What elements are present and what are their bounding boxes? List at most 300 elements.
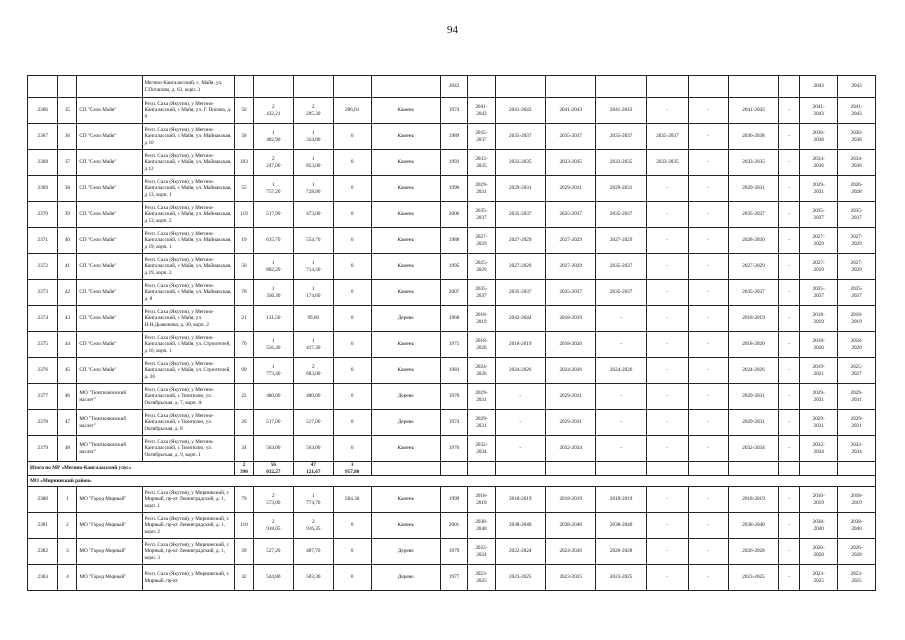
value-cell-c16: 2035-2037 — [728, 202, 778, 228]
table-row — [28, 228, 876, 254]
value-cell-c15: - — [688, 124, 728, 150]
value-cell-c11: 2035-2037 — [495, 280, 545, 306]
address-cell: Респ. Саха (Якутия), у Мегино-Кангаласский, с Майя, ул. Майнакская, д 13, корп. 1 — [142, 176, 234, 202]
value-cell-c13: 2035-2037 — [596, 280, 646, 306]
value-cell-c4: 55 — [234, 176, 253, 202]
value-cell-c12: 2035-2037 — [545, 124, 595, 150]
value-cell-c6: 480,00 — [293, 384, 333, 410]
table-row — [28, 98, 876, 124]
municipality-cell: МО "Город Мирный" — [77, 565, 142, 591]
value-cell-c19: 2018- 2019 — [838, 306, 876, 332]
value-cell-c11: 2018-2019 — [495, 487, 545, 513]
row-number-cell: 2373 — [28, 280, 58, 306]
value-cell-c11: 2018-2019 — [495, 332, 545, 358]
value-cell-c8: Дерево — [371, 410, 440, 436]
value-cell-c10: 2032- 2034 — [468, 436, 495, 462]
value-cell-c14: - — [646, 513, 688, 539]
municipality-cell: СП "Село Майя" — [77, 358, 142, 384]
row-index-cell: 3 — [58, 539, 77, 565]
municipality-cell: МО "Тюнгюлюнский наслег" — [77, 436, 142, 462]
row-index-cell: 45 — [58, 358, 77, 384]
value-cell-c12: 2032-2034 — [545, 436, 595, 462]
table-row — [28, 150, 876, 176]
table-cell — [468, 76, 495, 98]
value-cell-c9: 1977 — [440, 565, 467, 591]
value-cell-c15: - — [688, 228, 728, 254]
municipality-cell: СП "Село Майя" — [77, 254, 142, 280]
municipality-cell: СП "Село Майя" — [77, 150, 142, 176]
value-cell-c19: 2041- 2043 — [838, 98, 876, 124]
value-cell-c5: 1 482,90 — [253, 124, 293, 150]
value-cell-c12: 2029-2031 — [545, 384, 595, 410]
value-cell-c15: - — [688, 332, 728, 358]
value-cell-c10: 2035- 2037 — [468, 202, 495, 228]
table-row — [28, 202, 876, 228]
value-cell-c6: 1 174,60 — [293, 280, 333, 306]
value-cell-c12: 2018-2019 — [545, 306, 595, 332]
value-cell-c6: 99,60 — [293, 306, 333, 332]
value-cell-c11: 2022-2024 — [495, 539, 545, 565]
table-cell — [545, 76, 595, 98]
table-cell — [545, 462, 595, 476]
value-cell-c16: 2028-2030 — [728, 228, 778, 254]
row-index-cell: 2 — [58, 513, 77, 539]
value-cell-c15: - — [688, 384, 728, 410]
row-index-cell: 42 — [58, 280, 77, 306]
value-cell-c16: 2035-2037 — [728, 280, 778, 306]
row-index-cell: 37 — [58, 150, 77, 176]
value-cell-c13: 2027-2029 — [596, 228, 646, 254]
value-cell-c16: 2029-2031 — [728, 176, 778, 202]
value-cell-c4: 34 — [234, 436, 253, 462]
value-cell-c5: 2 432,21 — [253, 98, 293, 124]
row-number-cell: 2370 — [28, 202, 58, 228]
value-cell-c7: 0 — [333, 150, 371, 176]
value-cell-c15: - — [688, 202, 728, 228]
value-cell-c18: 2041- 2043 — [800, 98, 838, 124]
value-cell-c16: 2023-2025 — [728, 565, 778, 591]
table-row — [28, 513, 876, 539]
table-cell — [838, 462, 876, 476]
table-cell — [646, 76, 688, 98]
value-cell-c11: 2033-2035 — [495, 150, 545, 176]
value-cell-c4: 119 — [234, 202, 253, 228]
value-cell-c17: - — [779, 280, 800, 306]
municipality-cell: МО "Город Мирный" — [77, 513, 142, 539]
value-cell-c18: 2029- 2031 — [800, 384, 838, 410]
value-cell-c8: Дерево — [371, 384, 440, 410]
value-cell-c14: 2035-2037 — [646, 124, 688, 150]
value-cell-c9: 1999 — [440, 487, 467, 513]
value-cell-c4: 58 — [234, 124, 253, 150]
value-cell-c14: - — [646, 332, 688, 358]
value-cell-c11: 2029-2031 — [495, 176, 545, 202]
value-cell-c15: - — [688, 487, 728, 513]
table-cell — [779, 462, 800, 476]
value-cell-c19: 2029- 2031 — [838, 384, 876, 410]
value-cell-c12: 2038-2040 — [545, 513, 595, 539]
value-cell-c15: - — [688, 98, 728, 124]
table-cell — [728, 76, 778, 98]
row-number-cell: 2368 — [28, 150, 58, 176]
row-number-cell: 2378 — [28, 410, 58, 436]
value-cell-c19: 2032- 2034 — [838, 436, 876, 462]
value-cell-c5: 131,50 — [253, 306, 293, 332]
value-cell-c15: - — [688, 436, 728, 462]
value-cell-c5: 527,20 — [253, 539, 293, 565]
address-cell: Респ. Саха (Якутия), у Мегино-Кангаласский, с Майя, ул. Майнакская, д. 8 — [142, 280, 234, 306]
value-cell-c4: 32 — [234, 565, 253, 591]
period-cell: 2043 — [838, 76, 876, 98]
value-cell-c7: 0 — [333, 332, 371, 358]
value-cell-c14: - — [646, 202, 688, 228]
value-cell-c7: 0 — [333, 539, 371, 565]
address-cell: Респ. Саха (Якутия), у Мирнинский, г. Мирный, пр-кт — [142, 565, 234, 591]
table-cell — [495, 462, 545, 476]
value-cell-c11: 2027-2029 — [495, 254, 545, 280]
row-number-cell: 2379 — [28, 436, 58, 462]
municipality-cell: МО "Тюнгюлюнский наслег" — [77, 410, 142, 436]
row-number-cell: 2381 — [28, 513, 58, 539]
value-cell-c14: 2033-2035 — [646, 150, 688, 176]
value-cell-c19: 2018- 2020 — [838, 332, 876, 358]
value-cell-c19: 2035- 2037 — [838, 280, 876, 306]
value-cell-c16: 2029-2031 — [728, 384, 778, 410]
address-cell: Респ. Саха (Якутия), у Мегино-Кангаласский, с Майя, ул. Майнакская, д 19, корп. 1 — [142, 228, 234, 254]
table-cell — [253, 76, 293, 98]
value-cell-c15: - — [688, 513, 728, 539]
value-cell-c6: 517,00 — [293, 410, 333, 436]
value-cell-c10: 2027- 2029 — [468, 228, 495, 254]
row-index-cell: 35 — [58, 98, 77, 124]
value-cell-c17: - — [779, 228, 800, 254]
value-cell-c5: 1 336,30 — [253, 280, 293, 306]
value-cell-c9: 1992 — [440, 150, 467, 176]
value-cell-c16: 2033-2035 — [728, 150, 778, 176]
row-index-cell: 46 — [58, 384, 77, 410]
value-cell-c17: - — [779, 410, 800, 436]
value-cell-c14: - — [646, 306, 688, 332]
address-cell: Респ. Саха (Якутия), у Мегино-Кангаласский, с Тюнгюлю, ул. Октябрьская, д. 8 — [142, 410, 234, 436]
value-cell-c6: 2 205,30 — [293, 98, 333, 124]
address-cell: Респ. Саха (Якутия), у Мирнинский, г. Мирный, пр-кт Ленинградский, д. 1, корп. 3 — [142, 539, 234, 565]
value-cell-c16: 2032-2034 — [728, 436, 778, 462]
period-cell: 2043 — [800, 76, 838, 98]
municipality-cell: СП "Село Майя" — [77, 124, 142, 150]
value-cell-c13: 2026-2028 — [596, 539, 646, 565]
value-cell-c11: 2023-2025 — [495, 565, 545, 591]
value-cell-c18: 2029- 2031 — [800, 410, 838, 436]
value-cell-c19: 2025- 2027 — [838, 358, 876, 384]
value-cell-c17: - — [779, 98, 800, 124]
address-cell: Респ. Саха (Якутия), у Мегино-Кангаласский, с Тюнгюлю, ул. Октябрьская, д. 9, корп. 1 — [142, 436, 234, 462]
value-cell-c13: 2029-2031 — [596, 176, 646, 202]
value-cell-c4: 22 — [234, 384, 253, 410]
row-index-cell: 44 — [58, 332, 77, 358]
value-cell-c18: 2035- 2037 — [800, 280, 838, 306]
address-cell: Респ. Саха (Якутия), у Мегино-Кангаласский, с Майя, ул. Майнакская, д 12 — [142, 150, 234, 176]
value-cell-c10: 2029- 2031 — [468, 410, 495, 436]
value-cell-c5: 480,00 — [253, 384, 293, 410]
table-row — [28, 306, 876, 332]
row-index-cell: 38 — [58, 176, 77, 202]
value-cell-c13: 2035-2037 — [596, 202, 646, 228]
value-cell-c17: - — [779, 306, 800, 332]
municipality-cell: МО "Город Мирный" — [77, 487, 142, 513]
value-cell-c12: 2027-2029 — [545, 254, 595, 280]
value-cell-c4: 70 — [234, 332, 253, 358]
row-index-cell: 40 — [58, 228, 77, 254]
value-cell-c18: 2018- 2019 — [800, 306, 838, 332]
table-cell — [596, 462, 646, 476]
municipality-cell — [77, 76, 142, 98]
value-cell-c13: 2033-2035 — [596, 150, 646, 176]
row-number-cell: 2380 — [28, 487, 58, 513]
value-cell-c15: - — [688, 280, 728, 306]
value-cell-c12: 2033-2035 — [545, 150, 595, 176]
table-cell — [440, 462, 467, 476]
row-number-cell: 2372 — [28, 254, 58, 280]
value-cell-c15: - — [688, 306, 728, 332]
value-cell-c10: 2018- 2020 — [468, 332, 495, 358]
total-c6: 47 121,67 — [293, 462, 333, 476]
value-cell-c14: - — [646, 487, 688, 513]
value-cell-c19: 2027- 2029 — [838, 254, 876, 280]
value-cell-c9: 1974 — [440, 98, 467, 124]
value-cell-c4: 79 — [234, 487, 253, 513]
value-cell-c10: 2035- 2037 — [468, 280, 495, 306]
value-cell-c4: 103 — [234, 150, 253, 176]
value-cell-c14: - — [646, 410, 688, 436]
value-cell-c16: 2024-2026 — [728, 358, 778, 384]
value-cell-c19: 2023- 2025 — [838, 565, 876, 591]
value-cell-c6: 473,00 — [293, 202, 333, 228]
value-cell-c8: Камень — [371, 358, 440, 384]
value-cell-c6: 554,70 — [293, 228, 333, 254]
value-cell-c6: 2 916,35 — [293, 513, 333, 539]
value-cell-c11: - — [495, 384, 545, 410]
value-cell-c16: 2038-2040 — [728, 513, 778, 539]
value-cell-c6: 2 683,00 — [293, 358, 333, 384]
row-index-cell: 41 — [58, 254, 77, 280]
row-index-cell: 39 — [58, 202, 77, 228]
value-cell-c17: - — [779, 358, 800, 384]
value-cell-c16: 2029-2031 — [728, 410, 778, 436]
value-cell-c17: - — [779, 513, 800, 539]
value-cell-c13: - — [596, 306, 646, 332]
value-cell-c11: - — [495, 410, 545, 436]
municipality-cell: СП "Село Майя" — [77, 202, 142, 228]
value-cell-c18: 2018- 2020 — [800, 332, 838, 358]
value-cell-c9: 2007 — [440, 280, 467, 306]
value-cell-c14: - — [646, 358, 688, 384]
value-cell-c7: 0 — [333, 254, 371, 280]
value-cell-c6: 1 853,00 — [293, 150, 333, 176]
value-cell-c5: 544,80 — [253, 565, 293, 591]
value-cell-c9: 2001 — [440, 513, 467, 539]
value-cell-c10: 2025- 2029 — [468, 254, 495, 280]
value-cell-c8: Камень — [371, 202, 440, 228]
value-cell-c6: 503,30 — [293, 565, 333, 591]
value-cell-c7: 0 — [333, 410, 371, 436]
value-cell-c8: Камень — [371, 332, 440, 358]
table-cell — [779, 76, 800, 98]
value-cell-c9: 1989 — [440, 124, 467, 150]
value-cell-c5: 1 556,40 — [253, 332, 293, 358]
value-cell-c13: - — [596, 332, 646, 358]
table-row — [28, 358, 876, 384]
value-cell-c7: 0 — [333, 306, 371, 332]
value-cell-c17: - — [779, 384, 800, 410]
table-cell — [333, 76, 371, 98]
value-cell-c14: - — [646, 436, 688, 462]
table-cell — [688, 76, 728, 98]
value-cell-c19: 2036- 2038 — [838, 124, 876, 150]
value-cell-c10: 2018- 2019 — [468, 306, 495, 332]
value-cell-c18: 2026- 2028 — [800, 539, 838, 565]
value-cell-c8: Камень — [371, 487, 440, 513]
address-cell: Респ. Саха (Якутия), у Мирнинский, г. Мирный, пр-кт Ленинградский, д. 1, корп. 1 — [142, 487, 234, 513]
total-c7: 1 957,80 — [333, 462, 371, 476]
value-cell-c17: - — [779, 124, 800, 150]
value-cell-c5: 1 773,40 — [253, 358, 293, 384]
value-cell-c8: Дерево — [371, 306, 440, 332]
value-cell-c11: 2035-2037 — [495, 202, 545, 228]
value-cell-c6: 1 714,20 — [293, 254, 333, 280]
row-index-cell: 47 — [58, 410, 77, 436]
value-cell-c13: - — [596, 410, 646, 436]
value-cell-c10: 2035- 2037 — [468, 124, 495, 150]
housing-register-table — [27, 75, 876, 591]
value-cell-c12: 2018-2019 — [545, 487, 595, 513]
value-cell-c12: 2035-2037 — [545, 280, 595, 306]
value-cell-c14: - — [646, 98, 688, 124]
value-cell-c6: 1 417,30 — [293, 332, 333, 358]
value-cell-c18: 2027- 2029 — [800, 254, 838, 280]
value-cell-c12: 2024-2026 — [545, 539, 595, 565]
value-cell-c13: 2035-2037 — [596, 124, 646, 150]
value-cell-c17: - — [779, 150, 800, 176]
value-cell-c8: Камень — [371, 280, 440, 306]
table-row — [28, 384, 876, 410]
value-cell-c4: 99 — [234, 358, 253, 384]
value-cell-c12: 2027-2029 — [545, 228, 595, 254]
value-cell-c12: 2029-2031 — [545, 176, 595, 202]
row-index-cell: 4 — [58, 565, 77, 591]
table-cell — [800, 462, 838, 476]
address-cell: Респ. Саха (Якутия), у Мегино-Кангаласский, с Майя, ул. Майнакская, д 13, корп. 2 — [142, 202, 234, 228]
value-cell-c8: Камень — [371, 228, 440, 254]
value-cell-c11: 2035-2037 — [495, 124, 545, 150]
value-cell-c10: 2038- 2040 — [468, 513, 495, 539]
value-cell-c7: 0 — [333, 384, 371, 410]
value-cell-c18: 2029- 2031 — [800, 176, 838, 202]
value-cell-c9: 1968 — [440, 306, 467, 332]
value-cell-c7: 0 — [333, 124, 371, 150]
value-cell-c16: 2027-2029 — [728, 254, 778, 280]
value-cell-c18: 2034- 2036 — [800, 150, 838, 176]
value-cell-c19: 2018- 2019 — [838, 487, 876, 513]
value-cell-c14: - — [646, 176, 688, 202]
value-cell-c11: 2038-2040 — [495, 513, 545, 539]
value-cell-c16: 2036-2038 — [728, 124, 778, 150]
table-cell — [371, 76, 440, 98]
value-cell-c8: Камень — [371, 124, 440, 150]
address-cell: Респ. Саха (Якутия), у Мегино-Кангаласский, с Майя, ул. Майнакская, д 10 — [142, 124, 234, 150]
value-cell-c18: 2019- 2021 — [800, 358, 838, 384]
value-cell-c17: - — [779, 565, 800, 591]
row-index-cell: 1 — [58, 487, 77, 513]
table-cell — [728, 462, 778, 476]
table-cell — [468, 462, 495, 476]
value-cell-c10: 2041- 2043 — [468, 98, 495, 124]
value-cell-c12: 2018-2020 — [545, 332, 595, 358]
value-cell-c16: 2018-2019 — [728, 487, 778, 513]
value-cell-c10: 2024- 2026 — [468, 358, 495, 384]
value-cell-c18: 2032- 2034 — [800, 436, 838, 462]
row-number-cell: 2367 — [28, 124, 58, 150]
value-cell-c13: - — [596, 384, 646, 410]
value-cell-c8: Дерево — [371, 539, 440, 565]
value-cell-c17: - — [779, 487, 800, 513]
value-cell-c8: Камень — [371, 176, 440, 202]
value-cell-c8: Дерево — [371, 565, 440, 591]
value-cell-c16: 2018-2020 — [728, 332, 778, 358]
value-cell-c5: 517,00 — [253, 410, 293, 436]
value-cell-c10: 2033- 2035 — [468, 150, 495, 176]
value-cell-c6: 563,00 — [293, 436, 333, 462]
row-index-cell: 43 — [58, 306, 77, 332]
value-cell-c17: - — [779, 254, 800, 280]
value-cell-c13: 2041-2043 — [596, 98, 646, 124]
address-cell: Респ. Саха (Якутия), у Мегино-Кангаласский, с Майя, ул. Строителей, д 10, корп. 1 — [142, 332, 234, 358]
value-cell-c15: - — [688, 254, 728, 280]
address-cell: Респ. Саха (Якутия), у Мегино-Кангаласский, с Тюнгюлю, ул. Октябрьская, д. 7, корп. А — [142, 384, 234, 410]
municipality-cell: СП "Село Майя" — [77, 306, 142, 332]
value-cell-c15: - — [688, 150, 728, 176]
value-cell-c7: 0 — [333, 280, 371, 306]
value-cell-c7: 584,30 — [333, 487, 371, 513]
value-cell-c16: 2026-2028 — [728, 539, 778, 565]
value-cell-c5: 2 918,05 — [253, 513, 293, 539]
value-cell-c7: 206,01 — [333, 98, 371, 124]
total-c4: 2 390 — [234, 462, 253, 476]
value-cell-c5: 615,70 — [253, 228, 293, 254]
value-cell-c9: 1995 — [440, 254, 467, 280]
value-cell-c12: 2041-2043 — [545, 98, 595, 124]
value-cell-c9: 1979 — [440, 539, 467, 565]
value-cell-c9: 2006 — [440, 202, 467, 228]
value-cell-c18: 2023- 2025 — [800, 565, 838, 591]
value-cell-c16: 2018-2019 — [728, 306, 778, 332]
table-cell — [495, 76, 545, 98]
value-cell-c18: 2036- 2038 — [800, 124, 838, 150]
value-cell-c17: - — [779, 539, 800, 565]
value-cell-c13: 2038-2040 — [596, 513, 646, 539]
total-row — [28, 462, 876, 476]
table-cell — [646, 462, 688, 476]
value-cell-c13: 2023-2025 — [596, 565, 646, 591]
value-cell-c19: 2038- 2040 — [838, 513, 876, 539]
value-cell-c8: Камень — [371, 150, 440, 176]
value-cell-c4: 50 — [234, 254, 253, 280]
value-cell-c7: 0 — [333, 358, 371, 384]
value-cell-c15: - — [688, 358, 728, 384]
value-cell-c14: - — [646, 539, 688, 565]
table-row — [28, 487, 876, 513]
value-cell-c14: - — [646, 565, 688, 591]
value-cell-c13: - — [596, 436, 646, 462]
